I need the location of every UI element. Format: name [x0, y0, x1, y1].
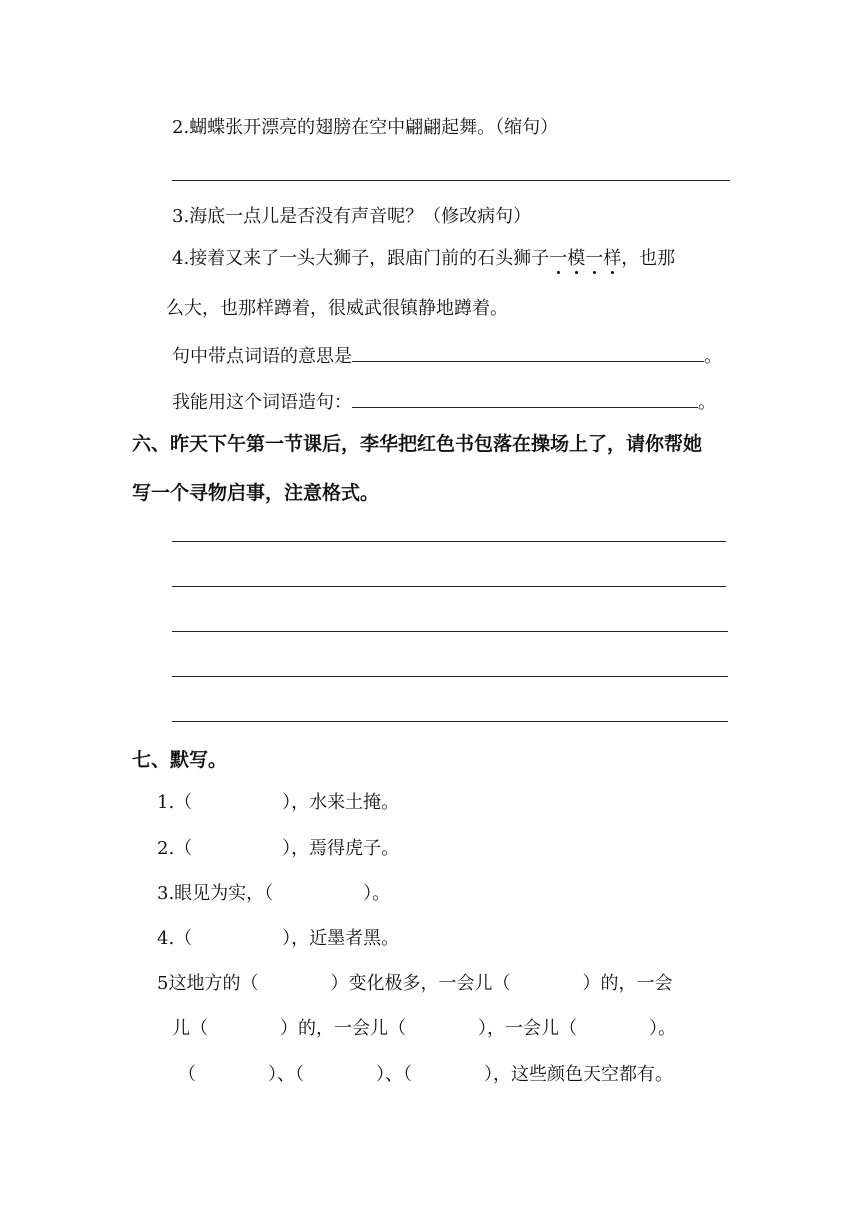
dictation-item-5-line-1: 5这地方的（ ）变化极多，一会儿（ ）的，一会	[157, 973, 673, 994]
dotted-char: 模	[567, 248, 586, 269]
answer-line[interactable]	[172, 180, 730, 181]
section-6-heading-line-1: 六、昨天下午第一节课后，李华把红色书包落在操场上了，请你帮她	[132, 433, 703, 455]
question-4-line-2: 么大，也那样蹲着，很威武很镇静地蹲着。	[166, 298, 508, 319]
dotted-char: 样	[603, 248, 622, 269]
meaning-blank[interactable]	[352, 343, 704, 362]
dictation-item-2: 2.（ ），焉得虎子。	[157, 838, 400, 859]
dictation-item-4: 4.（ ），近墨者黑。	[157, 928, 400, 949]
question-number: 3.	[172, 206, 190, 227]
section-7-heading: 七、默写。	[132, 749, 228, 771]
question-text: 接着又来了一头大狮子，跟庙门前的石头狮子	[189, 248, 550, 269]
dictation-item-5-line-2: 儿（ ）的，一会儿（ ），一会儿（ ）。	[172, 1018, 676, 1039]
dotted-char: 一	[549, 248, 568, 269]
writing-line[interactable]	[172, 676, 728, 677]
question-3	[172, 205, 531, 229]
dotted-char: 一	[585, 248, 604, 269]
question-4-line-1	[172, 247, 675, 271]
section-6-heading-line-2: 写一个寻物启事，注意格式。	[132, 482, 380, 504]
question-text: 蝴蝶张开漂亮的翅膀在空中翩翩起舞。（缩句）	[189, 117, 559, 138]
question-text: 海底一点儿是否没有声音呢？（修改病句）	[189, 206, 532, 227]
writing-line[interactable]	[172, 541, 726, 542]
dictation-item-3: 3.眼见为实，（ ）。	[157, 883, 391, 904]
meaning-label: 句中带点词语的意思是	[172, 346, 352, 367]
end-mark: 。	[698, 392, 716, 413]
sentence-prompt	[172, 389, 716, 415]
sentence-label: 我能用这个词语造句：	[172, 392, 352, 413]
dictation-item-5-line-3: （ ）、（ ）、（ ），这些颜色天空都有。	[178, 1064, 673, 1085]
question-number: 4.	[172, 248, 190, 269]
writing-line[interactable]	[172, 721, 728, 722]
question-2	[172, 116, 558, 140]
question-text-end: ，也那	[621, 248, 676, 269]
end-mark: 。	[704, 346, 722, 367]
writing-line[interactable]	[172, 631, 728, 632]
question-number: 2.	[172, 117, 190, 138]
writing-line[interactable]	[172, 586, 726, 587]
meaning-prompt	[172, 343, 722, 369]
dictation-item-1: 1.（ ），水来土掩。	[157, 792, 400, 813]
sentence-blank[interactable]	[352, 389, 698, 408]
